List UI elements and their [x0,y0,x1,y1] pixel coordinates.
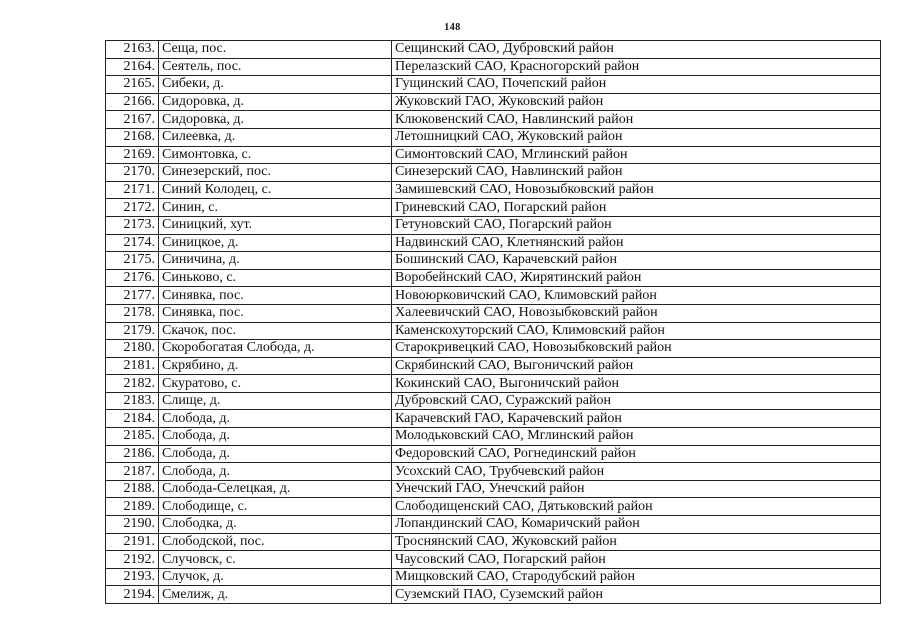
row-number: 2180. [106,340,159,358]
table-row [106,357,881,375]
district-name: Мищковский САО, Стародубский район [392,568,881,586]
table-row [106,410,881,428]
district-name: Надвинский САО, Клетнянский район [392,234,881,252]
settlement-name: Синий Колодец, с. [159,181,392,199]
table-row [106,58,881,76]
settlement-name: Смелиж, д. [159,586,392,604]
row-number: 2193. [106,568,159,586]
district-name: Новоюрковичский САО, Климовский район [392,287,881,305]
settlement-name: Слобода-Селецкая, д. [159,480,392,498]
district-name: Суземский ПАО, Суземский район [392,586,881,604]
table-row [106,322,881,340]
district-name: Замишевский САО, Новозыбковский район [392,181,881,199]
settlement-name: Синицкое, д. [159,234,392,252]
district-name: Троснянский САО, Жуковский район [392,533,881,551]
row-number: 2179. [106,322,159,340]
district-name: Клюковенский САО, Навлинский район [392,111,881,129]
table-row [106,216,881,234]
table-row [106,586,881,604]
row-number: 2177. [106,287,159,305]
row-number: 2166. [106,93,159,111]
table-row [106,516,881,534]
row-number: 2175. [106,252,159,270]
district-name: Усохский САО, Трубчевский район [392,463,881,481]
table-row [106,234,881,252]
row-number: 2176. [106,269,159,287]
district-name: Старокривецкий САО, Новозыбковский район [392,340,881,358]
settlement-name: Слище, д. [159,392,392,410]
district-name: Кокинский САО, Выгоничский район [392,375,881,393]
settlement-name: Слободской, пос. [159,533,392,551]
district-name: Карачевский ГАО, Карачевский район [392,410,881,428]
table-row [106,287,881,305]
row-number: 2190. [106,516,159,534]
row-number: 2164. [106,58,159,76]
settlement-name: Скуратово, с. [159,375,392,393]
table-row [106,375,881,393]
district-name: Молодьковский САО, Мглинский район [392,428,881,446]
row-number: 2173. [106,216,159,234]
settlement-name: Сидоровка, д. [159,111,392,129]
row-number: 2188. [106,480,159,498]
district-name: Слободищенский САО, Дятьковский район [392,498,881,516]
settlement-name: Сидоровка, д. [159,93,392,111]
row-number: 2170. [106,164,159,182]
district-name: Унечский ГАО, Унечский район [392,480,881,498]
district-name: Гетуновский САО, Погарский район [392,216,881,234]
row-number: 2183. [106,392,159,410]
table-row [106,428,881,446]
district-name: Воробейнский САО, Жирятинский район [392,269,881,287]
settlement-name: Силеевка, д. [159,128,392,146]
settlement-name: Скачок, пос. [159,322,392,340]
row-number: 2187. [106,463,159,481]
row-number: 2167. [106,111,159,129]
settlement-name: Слобода, д. [159,445,392,463]
table-row [106,568,881,586]
row-number: 2163. [106,41,159,59]
row-number: 2185. [106,428,159,446]
table-row [106,111,881,129]
district-name: Гущинский САО, Почепский район [392,76,881,94]
settlement-name: Симонтовка, с. [159,146,392,164]
row-number: 2174. [106,234,159,252]
settlement-name: Слобода, д. [159,410,392,428]
row-number: 2181. [106,357,159,375]
district-name: Летошницкий САО, Жуковский район [392,128,881,146]
settlement-name: Сеща, пос. [159,41,392,59]
settlement-name: Синьково, с. [159,269,392,287]
table-row [106,340,881,358]
district-name: Дубровский САО, Суражский район [392,392,881,410]
district-name: Федоровский САО, Рогнединский район [392,445,881,463]
district-name: Скрябинский САО, Выгоничский район [392,357,881,375]
table-row [106,41,881,59]
district-name: Лопандинский САО, Комаричский район [392,516,881,534]
settlement-name: Слободка, д. [159,516,392,534]
table-row [106,164,881,182]
table-row [106,269,881,287]
settlement-name: Синявка, пос. [159,304,392,322]
district-name: Симонтовский САО, Мглинский район [392,146,881,164]
settlements-table [105,40,881,604]
table-row [106,93,881,111]
table-row [106,252,881,270]
table-row [106,76,881,94]
table-row [106,498,881,516]
settlement-name: Синявка, пос. [159,287,392,305]
table-row [106,551,881,569]
row-number: 2168. [106,128,159,146]
district-name: Каменскохуторский САО, Климовский район [392,322,881,340]
table-row [106,463,881,481]
settlement-name: Скрябино, д. [159,357,392,375]
page-number: 148 [444,22,461,33]
district-name: Синезерский САО, Навлинский район [392,164,881,182]
settlement-name: Слобода, д. [159,428,392,446]
table-row [106,181,881,199]
district-name: Халеевичский САО, Новозыбковский район [392,304,881,322]
settlement-name: Синицкий, хут. [159,216,392,234]
district-name: Сещинский САО, Дубровский район [392,41,881,59]
settlement-name: Слобода, д. [159,463,392,481]
settlement-name: Скоробогатая Слобода, д. [159,340,392,358]
settlements-table-body [106,41,881,604]
district-name: Бошинский САО, Карачевский район [392,252,881,270]
row-number: 2194. [106,586,159,604]
row-number: 2171. [106,181,159,199]
settlement-name: Синин, с. [159,199,392,217]
row-number: 2169. [106,146,159,164]
district-name: Чаусовский САО, Погарский район [392,551,881,569]
row-number: 2165. [106,76,159,94]
settlement-name: Слободище, с. [159,498,392,516]
row-number: 2189. [106,498,159,516]
row-number: 2182. [106,375,159,393]
table-row [106,445,881,463]
district-name: Гриневский САО, Погарский район [392,199,881,217]
row-number: 2186. [106,445,159,463]
row-number: 2192. [106,551,159,569]
table-row [106,128,881,146]
district-name: Перелазский САО, Красногорский район [392,58,881,76]
district-name: Жуковский ГАО, Жуковский район [392,93,881,111]
settlement-name: Сибеки, д. [159,76,392,94]
settlement-name: Случовск, с. [159,551,392,569]
row-number: 2191. [106,533,159,551]
table-row [106,199,881,217]
row-number: 2172. [106,199,159,217]
table-row [106,304,881,322]
settlement-name: Случок, д. [159,568,392,586]
row-number: 2178. [106,304,159,322]
table-row [106,533,881,551]
settlement-name: Сеятель, пос. [159,58,392,76]
table-row [106,480,881,498]
settlement-name: Синичина, д. [159,252,392,270]
row-number: 2184. [106,410,159,428]
table-row [106,146,881,164]
table-row [106,392,881,410]
settlement-name: Синезерский, пос. [159,164,392,182]
